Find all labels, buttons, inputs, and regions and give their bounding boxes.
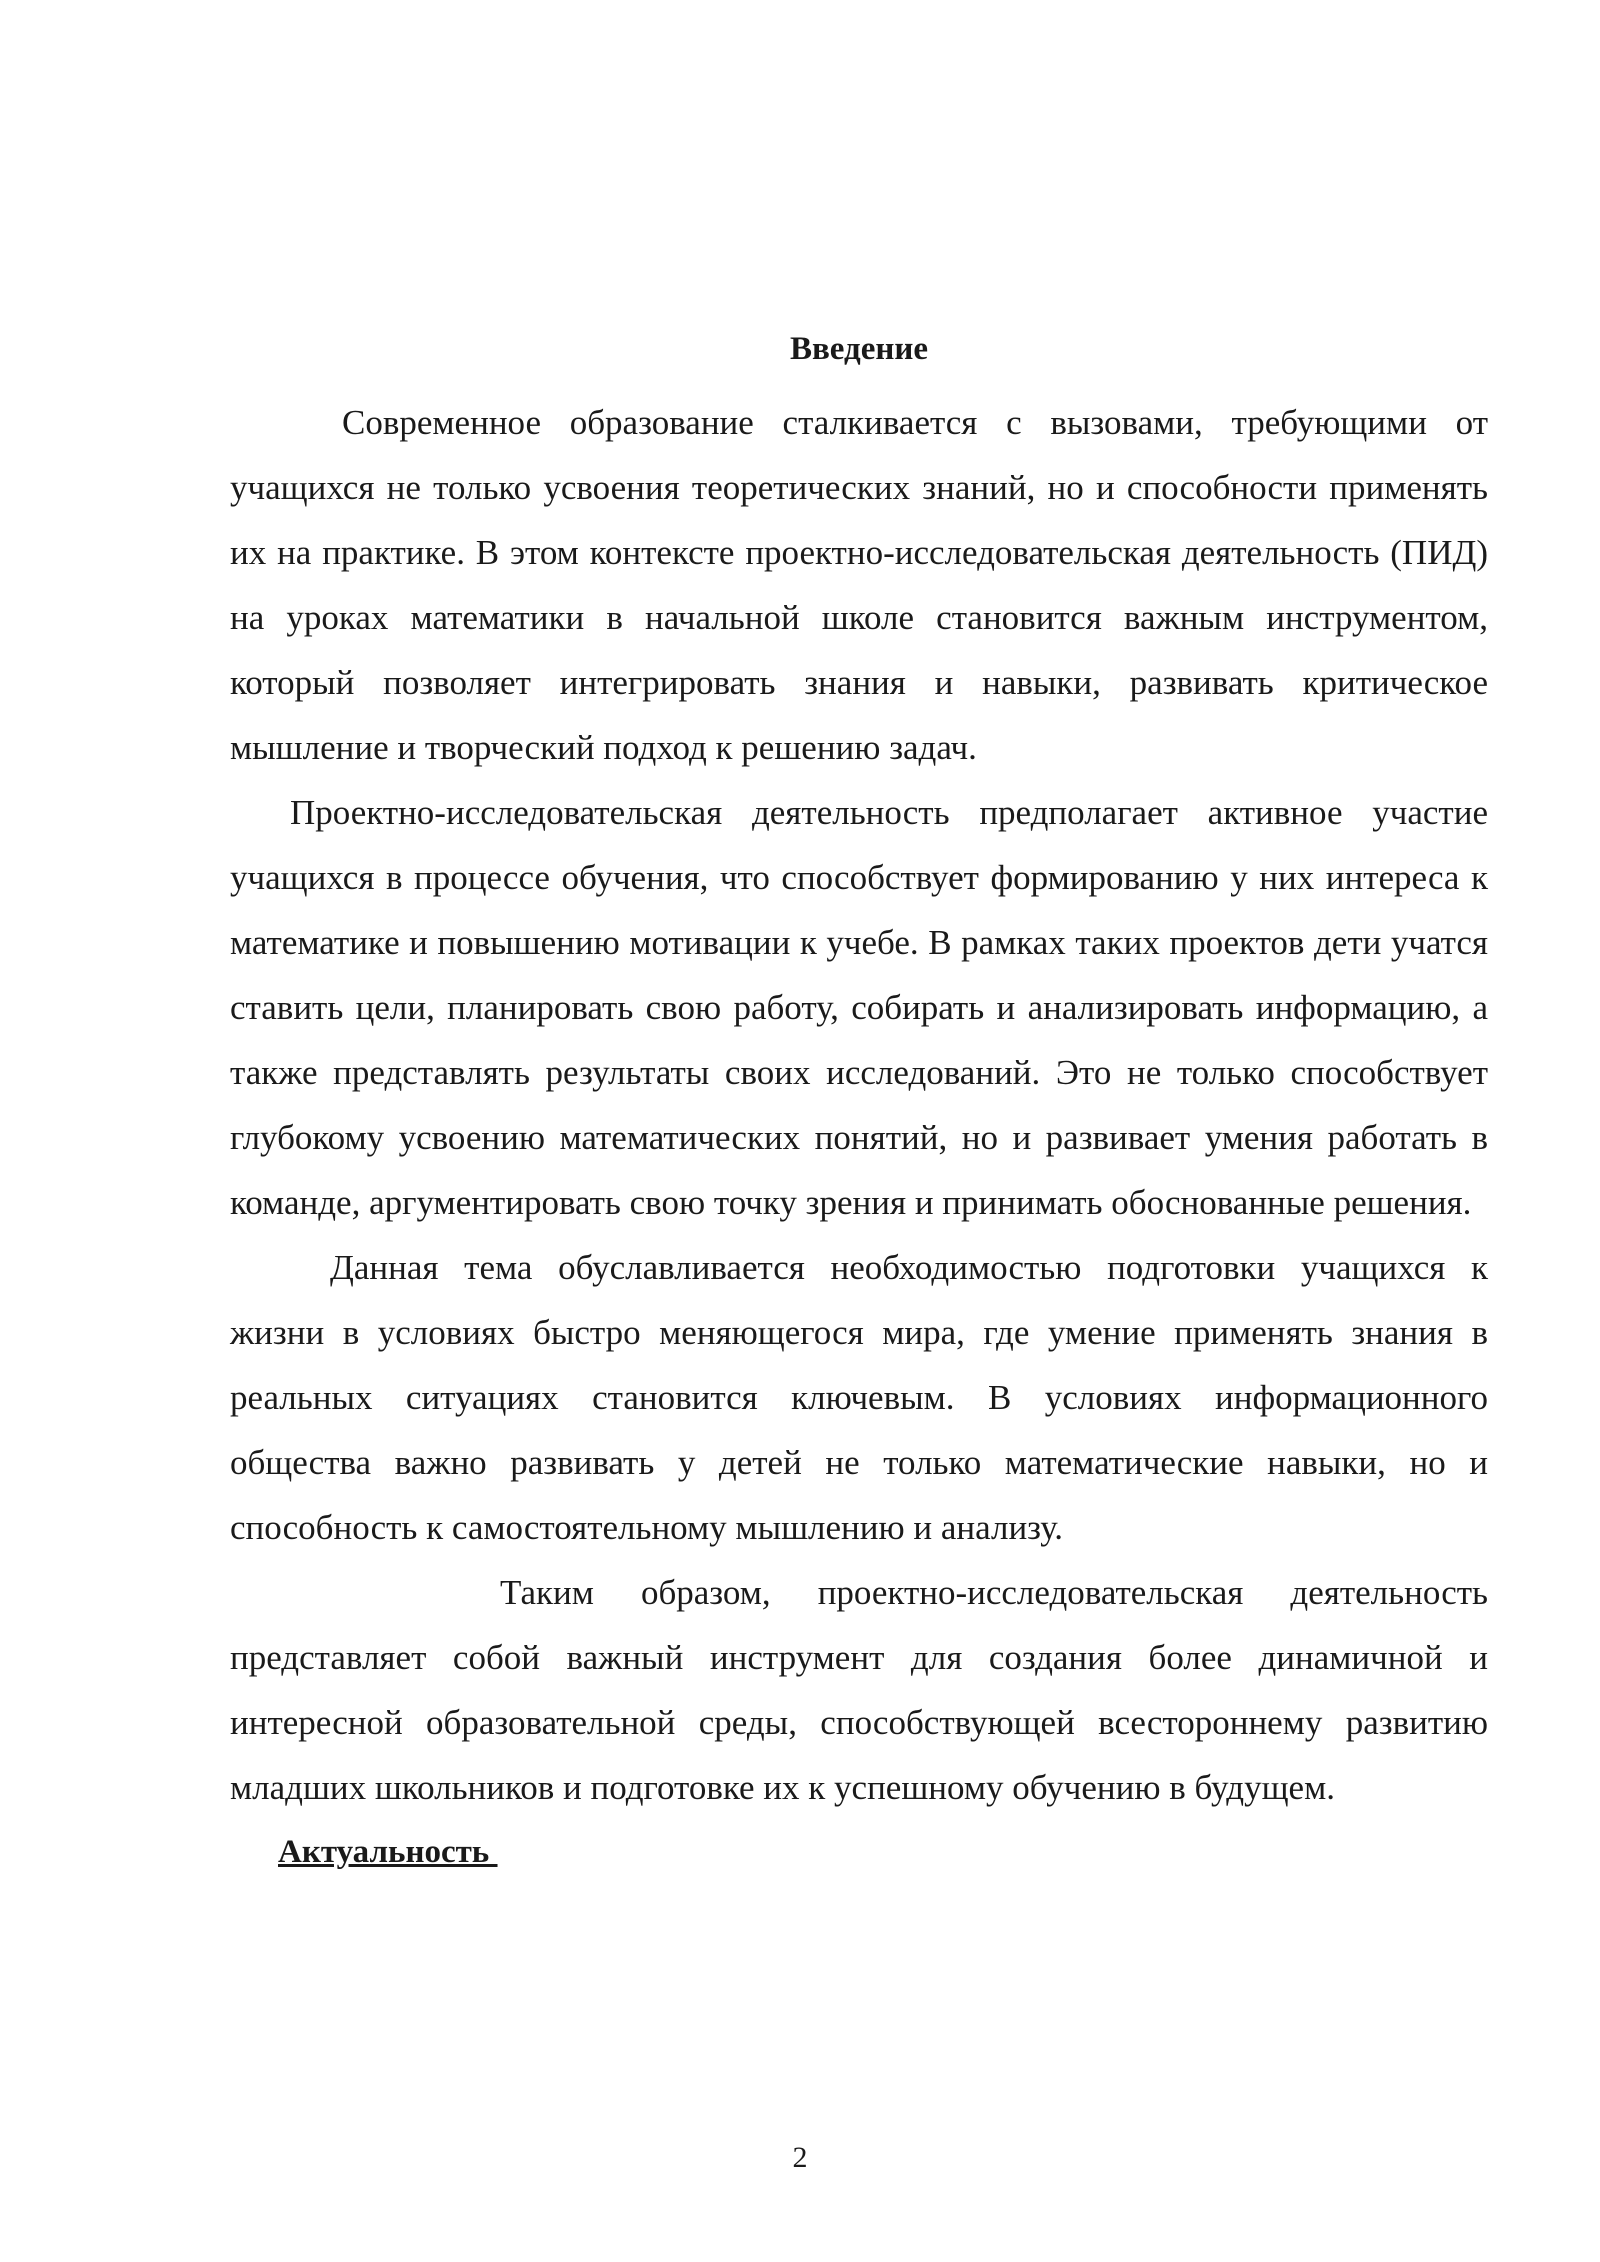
paragraph-1: Современное образование сталкивается с вызовами, требующими от учащихся не только усвоения теоретических знаний, но и способности применять их на практике. В этом контексте проектно-исследовательская деятельность (ПИД) на уроках математики в начальной школе становится важным инструментом, который позволяет интегрировать знания и навыки, развивать критическое мышление и творческий подход к решению задач. xyxy=(230,403,1488,767)
document-body xyxy=(230,325,1488,1885)
paragraph-2: Проектно-исследовательская деятельность предполагает активное участие учащихся в процессе обучения, что способствует формированию у них интереса к математике и повышению мотивации к учебе. В рамках таких проектов дети учатся ставить цели, планировать свою работу, собирать и анализировать информацию, а также представлять результаты своих исследований. Это не только способствует глубокому усвоению математических понятий, но и развивает умения работать в команде, аргументировать свою точку зрения и принимать обоснованные решения. xyxy=(230,793,1488,1222)
page-number: 2 xyxy=(792,2141,808,2174)
section-heading-introduction: Введение xyxy=(789,331,929,367)
section-heading-relevance: Актуальность xyxy=(278,1834,498,1870)
paragraph-3: Данная тема обуславливается необходимостью подготовки учащихся к жизни в условиях быстро меняющегося мира, где умение применять знания в реальных ситуациях становится ключевым. В условиях информационного общества важно развивать у детей не только математические навыки, но и способность к самостоятельному мышлению и анализу. xyxy=(230,1248,1488,1547)
paragraph-4: Таким образом, проектно-исследовательская деятельность представляет собой важный инструмент для создания более динамичной и интересной образовательной среды, способствующей всестороннему развитию младших школьников и подготовке их к успешному обучению в будущем. xyxy=(230,1573,1488,1807)
